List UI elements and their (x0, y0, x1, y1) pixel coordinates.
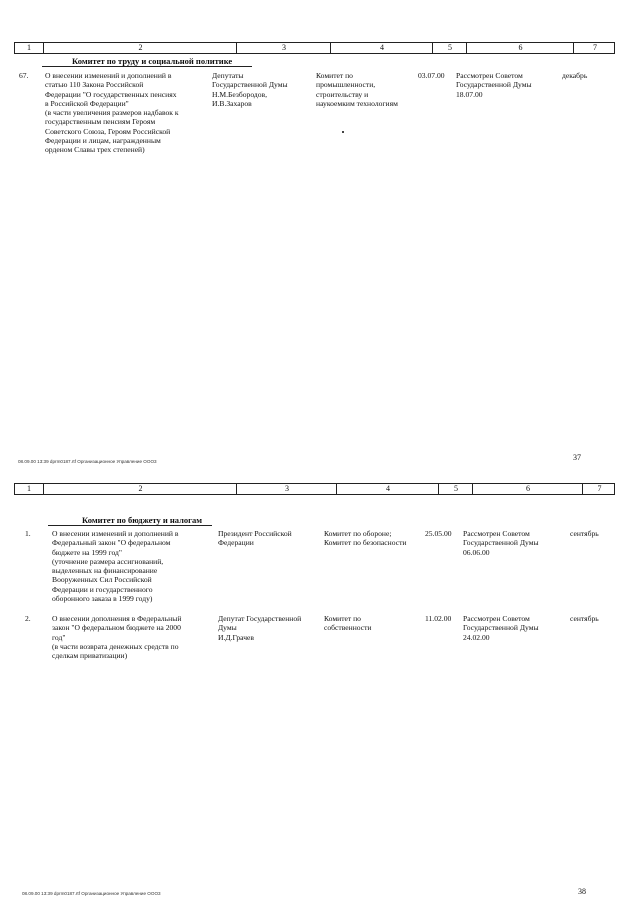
col-header-5: 5 (438, 484, 473, 494)
planned-month: сентябрь (570, 614, 599, 623)
col-header-3: 3 (236, 43, 331, 53)
col-header-2: 2 (43, 43, 237, 53)
planned-month: сентябрь (570, 529, 599, 538)
section-title-text: Комитет по труду и социальной политике (72, 56, 233, 66)
submission-date: 25.05.00 (425, 529, 452, 538)
col-header-7: 7 (582, 484, 616, 494)
table-header-page-38 (14, 483, 615, 495)
submission-date: 11.02.00 (425, 614, 452, 623)
bill-author: Депутаты Государственной Думы Н.М.Безбородов, И.В.Захаров (212, 71, 288, 108)
responsible-committee: Комитет по промышленности, строительству и наукоемким технологиям (316, 71, 398, 108)
consideration-status: Рассмотрен Советом Государственной Думы 24.02.00 (463, 614, 539, 642)
col-header-2: 2 (43, 484, 237, 494)
page-footer-37: 08.09.00 13:39 dprm0187.rtf Организационное Управление ООО3 (18, 459, 157, 464)
bill-author: Президент Российской Федерации (218, 529, 292, 548)
section-title-text: Комитет по бюджету и налогам (82, 515, 203, 525)
page-number-37: 37 (573, 453, 581, 462)
col-header-5: 5 (432, 43, 467, 53)
section-title-budget (82, 515, 202, 525)
row-number: 2. (25, 614, 31, 623)
bill-title: О внесении дополнения в Федеральный закон "О федеральном бюджете на 2000 год" (в части возврата денежных средств по сделкам приватизации) (52, 614, 182, 661)
bill-title: О внесении изменений и дополнений в Федеральный закон "О федеральном бюджете на 1999 год" (уточнение размера ассигнований, выделенных на финансирование Вооруженных Сил Российской Федерации и государственного оборонного заказа в 1999 году) (52, 529, 179, 604)
row-number: 67. (19, 71, 29, 80)
page-footer-38: 08.09.00 13:39 dprm0187.rtf Организационное Управление ООО3 (22, 891, 161, 896)
col-header-7: 7 (573, 43, 616, 53)
section-underline (48, 525, 212, 526)
col-header-3: 3 (236, 484, 337, 494)
col-header-4: 4 (336, 484, 439, 494)
planned-month: декабрь (562, 71, 588, 80)
col-header-6: 6 (472, 484, 583, 494)
row-number: 1. (25, 529, 31, 538)
consideration-status: Рассмотрен Советом Государственной Думы 18.07.00 (456, 71, 532, 99)
section-title-labor (72, 56, 232, 66)
col-header-1: 1 (27, 43, 31, 52)
scan-speck (342, 131, 344, 133)
table-header-page-37 (14, 42, 615, 54)
col-header-1: 1 (27, 484, 31, 493)
bill-author: Депутат Государственной Думы И.Д.Грачев (218, 614, 302, 642)
col-header-6: 6 (466, 43, 574, 53)
responsible-committee: Комитет по собственности (324, 614, 372, 633)
responsible-committee: Комитет по обороне; Комитет по безопасности (324, 529, 407, 548)
page-number-38: 38 (578, 887, 586, 896)
col-header-4: 4 (330, 43, 433, 53)
section-underline (42, 66, 252, 67)
submission-date: 03.07.00 (418, 71, 445, 80)
consideration-status: Рассмотрен Советом Государственной Думы 06.06.00 (463, 529, 539, 557)
bill-title: О внесении изменений и дополнений в статью 110 Закона Российской Федерации "О государственных пенсиях в Российской Федерации" (в части увеличения размеров надбавок к государственным пенсиям Героям Советского Союза, Героям Российской Федерации и лицам, награжденным орденом Славы трех степеней) (45, 71, 179, 155)
